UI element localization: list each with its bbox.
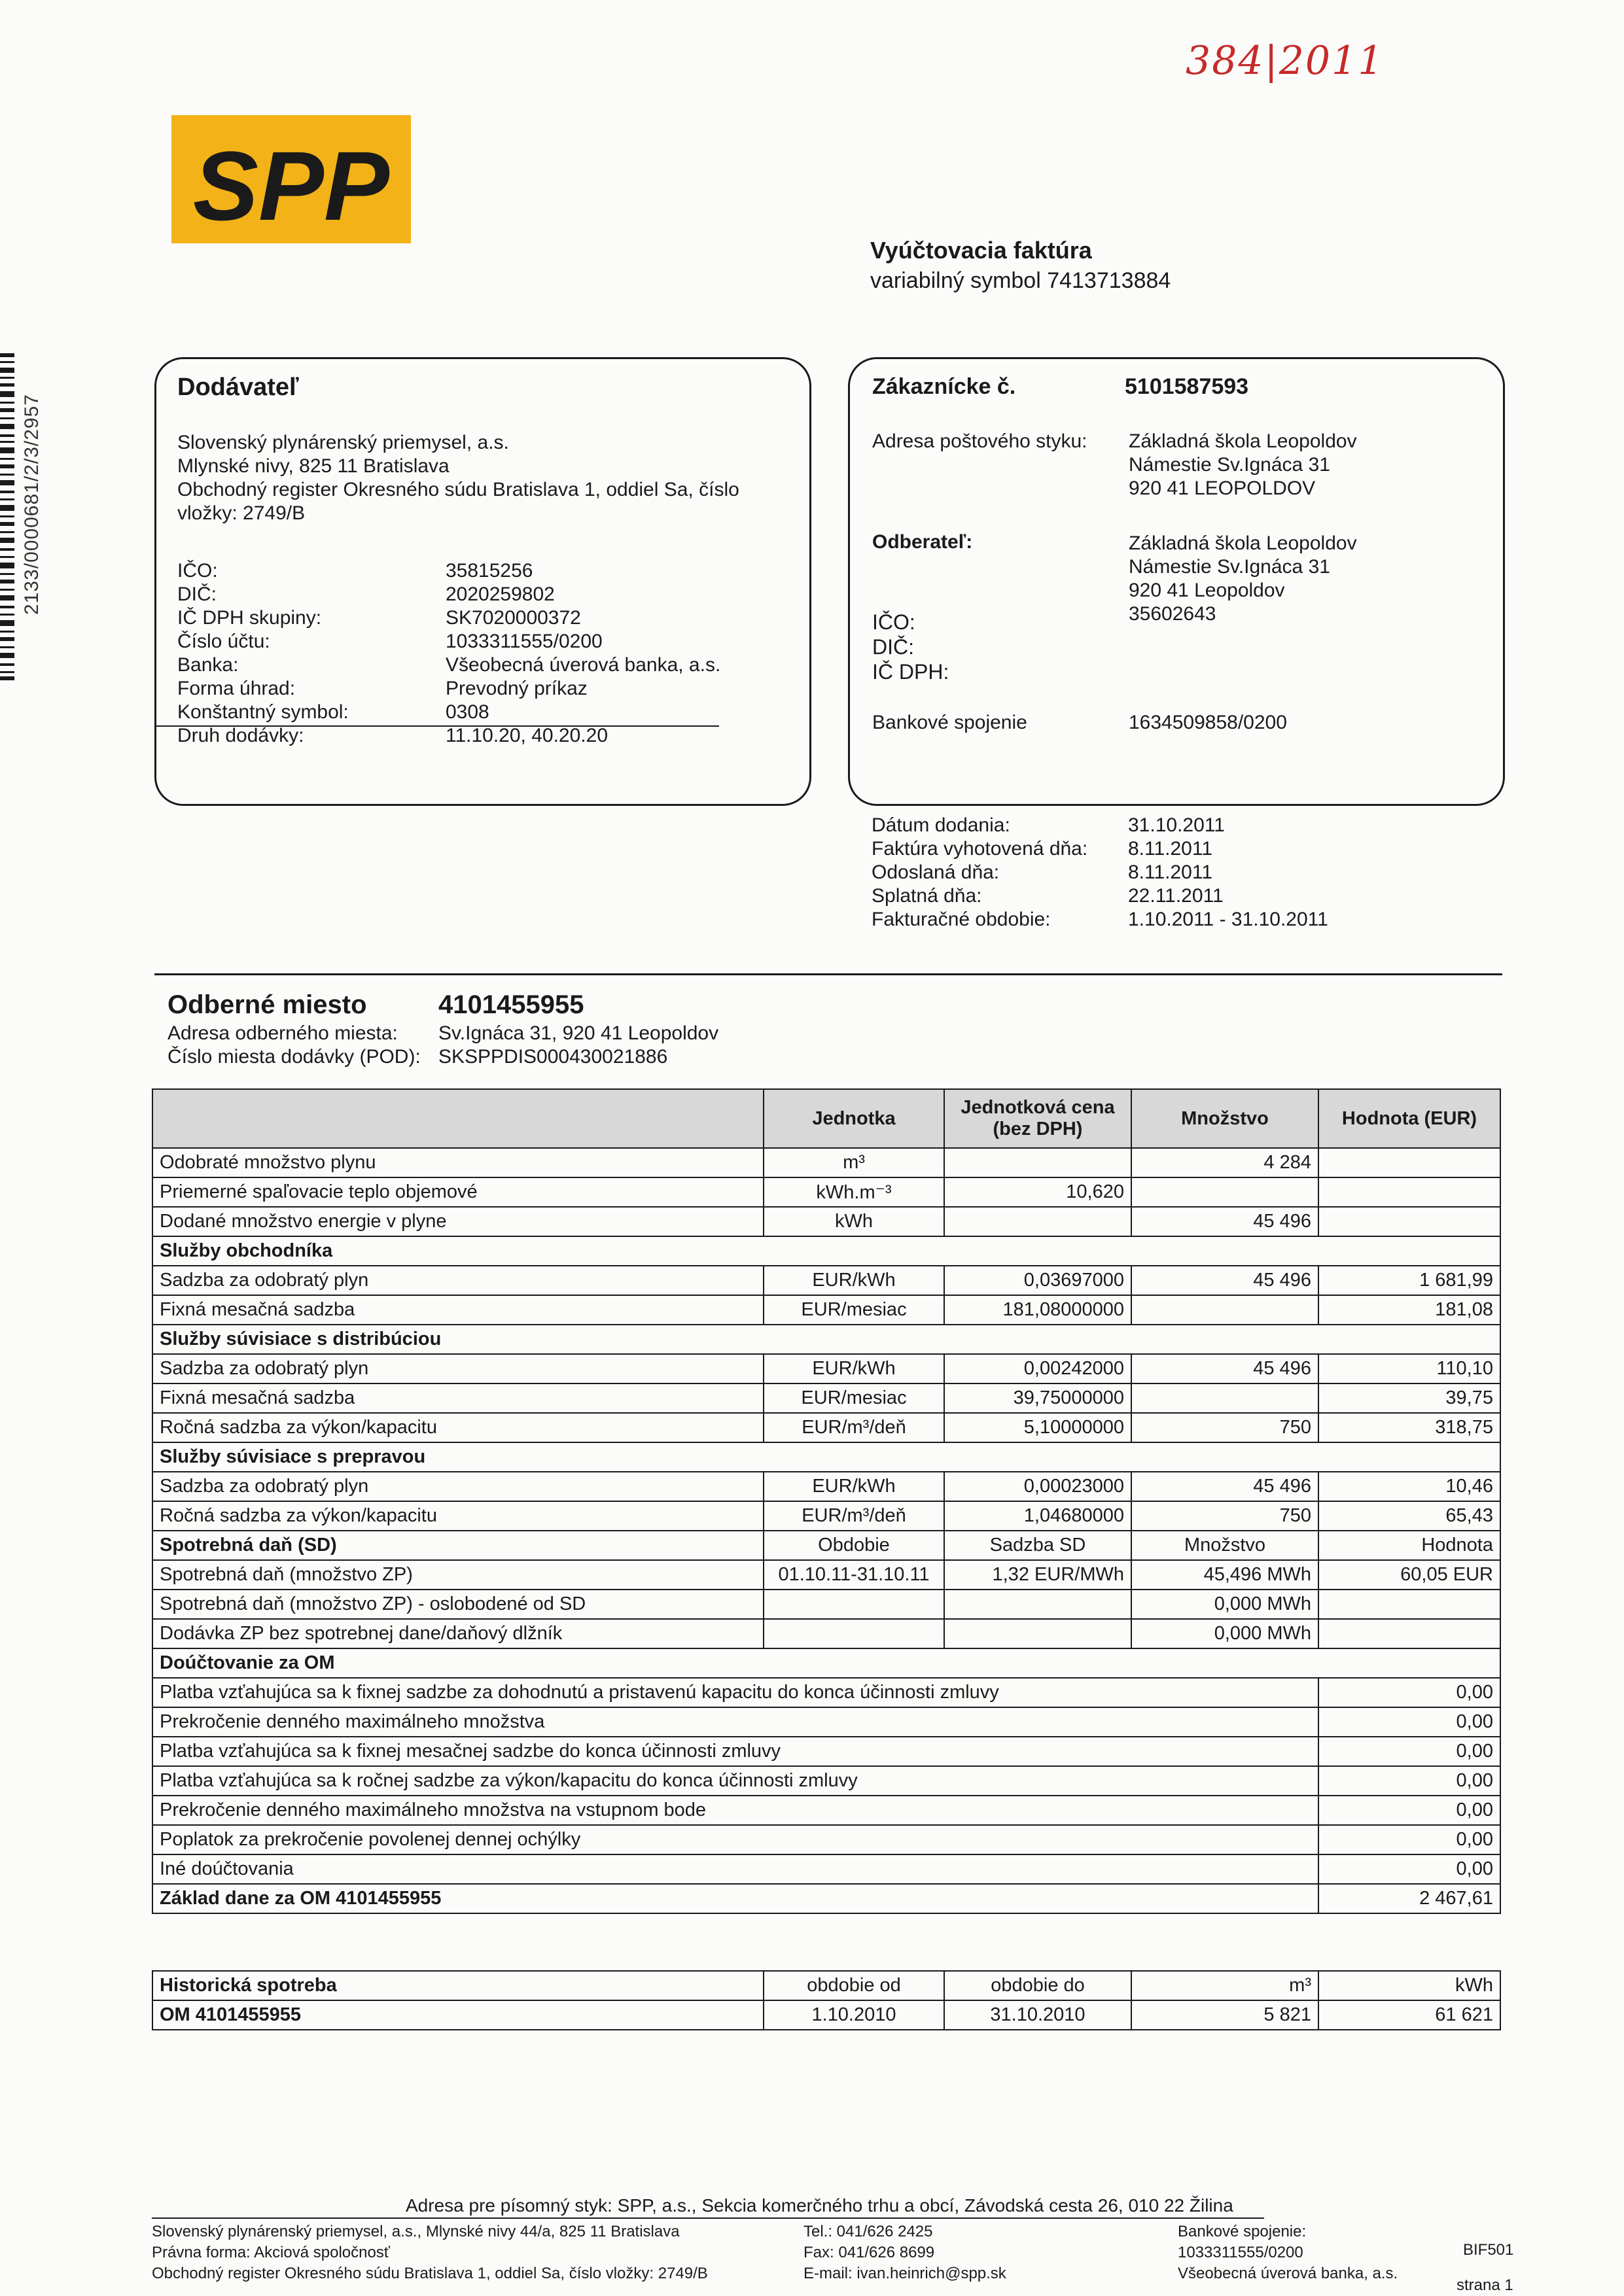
date-row xyxy=(872,908,1328,931)
supplier-row-value: 0308 xyxy=(446,701,489,723)
history-header: obdobie do xyxy=(944,1971,1131,2000)
history-row xyxy=(152,2000,1500,2030)
supplier-row-label: DIČ: xyxy=(177,583,217,605)
page-number: strana 1 xyxy=(1456,2276,1513,2294)
footer-line: E-mail: ivan.heinrich@spp.sk xyxy=(803,2265,1006,2282)
table-row xyxy=(152,1236,1500,1266)
table-cell: kWh xyxy=(764,1207,944,1236)
table-cell xyxy=(1318,1590,1500,1619)
table-header: Jednotka xyxy=(764,1089,944,1148)
table-row xyxy=(152,1148,1500,1177)
supplier-register-1: Obchodný register Okresného súdu Bratislava 1, oddiel Sa, číslo xyxy=(177,479,739,500)
table-row xyxy=(152,1531,1500,1560)
supplier-row xyxy=(177,653,720,677)
supplier-row-label: Forma úhrad: xyxy=(177,678,296,699)
supplier-row-label: IČO: xyxy=(177,560,218,582)
table-cell: Priemerné spaľovacie teplo objemové xyxy=(152,1177,764,1207)
table-cell: 65,43 xyxy=(1318,1501,1500,1531)
table-cell: 0,00023000 xyxy=(944,1472,1131,1501)
table-row xyxy=(152,1560,1500,1590)
table-row xyxy=(152,1590,1500,1619)
supplier-address: Mlynské nivy, 825 11 Bratislava xyxy=(177,455,450,477)
table-cell: Množstvo xyxy=(1131,1531,1318,1560)
table-cell: m³ xyxy=(764,1148,944,1177)
table-cell: 0,00 xyxy=(1318,1766,1500,1796)
billing-table-body xyxy=(152,1089,1500,1913)
date-row xyxy=(872,884,1224,908)
variable-symbol: variabilný symbol 7413713884 xyxy=(870,268,1171,293)
table-cell: Platba vzťahujúca sa k fixnej sadzbe za dohodnutú a pristavenú kapacitu do konca účinnosti zmluvy xyxy=(152,1678,1318,1707)
table-row xyxy=(152,1648,1500,1678)
table-row xyxy=(152,1472,1500,1501)
table-cell: 181,08000000 xyxy=(944,1295,1131,1325)
table-cell: 318,75 xyxy=(1318,1413,1500,1442)
table-cell xyxy=(944,1590,1131,1619)
date-row xyxy=(872,814,1225,837)
supplier-row xyxy=(177,559,533,583)
customer-box xyxy=(848,357,1505,806)
table-row xyxy=(152,1796,1500,1825)
table-cell: 0,00 xyxy=(1318,1854,1500,1884)
date-label: Dátum dodania: xyxy=(872,814,1010,836)
consumer-address-line: Základná škola Leopoldov xyxy=(1129,532,1357,554)
customer-dic-label: DIČ: xyxy=(872,635,914,659)
supplier-row xyxy=(177,583,555,606)
consumer-label: Odberateľ: xyxy=(872,531,973,553)
supplier-row-label: Číslo účtu: xyxy=(177,631,270,652)
supplier-row-value: 35815256 xyxy=(446,560,533,582)
table-cell: Platba vzťahujúca sa k fixnej mesačnej sadzbe do konca účinnosti zmluvy xyxy=(152,1737,1318,1766)
table-row xyxy=(152,1442,1500,1472)
table-cell: 1,32 EUR/MWh xyxy=(944,1560,1131,1590)
customer-icdph-label: IČ DPH: xyxy=(872,660,949,684)
customer-number-label: Zákaznícke č. xyxy=(872,374,1016,399)
table-cell: 5,10000000 xyxy=(944,1413,1131,1442)
table-cell: Prekročenie denného maximálneho množstva xyxy=(152,1707,1318,1737)
supplier-row xyxy=(177,724,608,748)
om-address-value: Sv.Ignáca 31, 920 41 Leopoldov xyxy=(438,1022,719,1044)
table-cell: EUR/kWh xyxy=(764,1354,944,1383)
footer-company xyxy=(152,2221,708,2284)
table-cell xyxy=(764,1619,944,1648)
billing-table xyxy=(152,1088,1501,1914)
history-header-row xyxy=(152,1971,1500,2000)
section-heading: Služby obchodníka xyxy=(152,1236,1500,1266)
table-cell xyxy=(1318,1619,1500,1648)
supplier-row-value: Všeobecná úverová banka, a.s. xyxy=(446,654,721,676)
table-header: Množstvo xyxy=(1131,1089,1318,1148)
table-cell: 10,46 xyxy=(1318,1472,1500,1501)
table-cell: Dodávka ZP bez spotrebnej dane/daňový dlžník xyxy=(152,1619,764,1648)
table-cell: EUR/kWh xyxy=(764,1472,944,1501)
table-cell: Spotrebná daň (množstvo ZP) - oslobodené od SD xyxy=(152,1590,764,1619)
table-cell: Obdobie xyxy=(764,1531,944,1560)
history-header: obdobie od xyxy=(764,1971,944,2000)
date-label: Splatná dňa: xyxy=(872,885,982,907)
date-value: 31.10.2011 xyxy=(1128,814,1225,836)
bank-account: 1634509858/0200 xyxy=(1129,712,1287,733)
footer-line: Všeobecná úverová banka, a.s. xyxy=(1178,2265,1398,2282)
history-header: m³ xyxy=(1131,1971,1318,2000)
invoice-title-block xyxy=(870,237,1171,294)
table-cell: Odobraté množstvo plynu xyxy=(152,1148,764,1177)
table-row xyxy=(152,1266,1500,1295)
handwritten-note: 384|2011 xyxy=(1186,38,1385,84)
supplier-name: Slovenský plynárenský priemysel, a.s. xyxy=(177,432,509,453)
footer-line: Tel.: 041/626 2425 xyxy=(803,2223,933,2240)
table-row xyxy=(152,1619,1500,1648)
table-cell: EUR/mesiac xyxy=(764,1295,944,1325)
supplier-row-value: 1033311555/0200 xyxy=(446,631,603,652)
om-title: Odberné miesto xyxy=(168,990,367,1019)
table-cell: 0,00 xyxy=(1318,1678,1500,1707)
table-cell: Sadzba za odobratý plyn xyxy=(152,1354,764,1383)
om-pod-row xyxy=(168,1045,667,1069)
footer-address: Adresa pre písomný styk: SPP, a.s., Sekcia komerčného trhu a obcí, Závodská cesta 26, 010 22 Žilina xyxy=(406,2195,1233,2216)
table-cell: 0,000 MWh xyxy=(1131,1619,1318,1648)
table-cell: Základ dane za OM 4101455955 xyxy=(152,1884,1318,1913)
table-cell: EUR/m³/deň xyxy=(764,1501,944,1531)
table-cell: Dodané množstvo energie v plyne xyxy=(152,1207,764,1236)
table-row xyxy=(152,1884,1500,1913)
date-value: 22.11.2011 xyxy=(1128,885,1224,907)
table-cell: Hodnota xyxy=(1318,1531,1500,1560)
history-cell: 1.10.2010 xyxy=(764,2000,944,2030)
date-value: 1.10.2011 - 31.10.2011 xyxy=(1128,909,1328,930)
postal-address-label: Adresa poštového styku: xyxy=(872,430,1087,452)
table-cell: 45 496 xyxy=(1131,1354,1318,1383)
footer-divider xyxy=(152,2218,1264,2219)
table-cell xyxy=(1318,1177,1500,1207)
table-cell: kWh.m⁻³ xyxy=(764,1177,944,1207)
table-cell: 39,75000000 xyxy=(944,1383,1131,1413)
supplier-row-label: IČ DPH skupiny: xyxy=(177,607,322,629)
table-cell: Fixná mesačná sadzba xyxy=(152,1295,764,1325)
date-label: Fakturačné obdobie: xyxy=(872,909,1051,930)
table-cell: 181,08 xyxy=(1318,1295,1500,1325)
supplier-row-value: Prevodný príkaz xyxy=(446,678,588,699)
table-cell: 0,00 xyxy=(1318,1796,1500,1825)
table-row xyxy=(152,1207,1500,1236)
supplier-heading: Dodávateľ xyxy=(177,374,299,401)
table-cell: Sadzba za odobratý plyn xyxy=(152,1472,764,1501)
section-heading: Služby súvisiace s distribúciou xyxy=(152,1325,1500,1354)
table-row xyxy=(152,1295,1500,1325)
table-cell: 110,10 xyxy=(1318,1354,1500,1383)
table-row xyxy=(152,1413,1500,1442)
table-cell: 4 284 xyxy=(1131,1148,1318,1177)
table-cell: Ročná sadzba za výkon/kapacitu xyxy=(152,1413,764,1442)
table-cell: Platba vzťahujúca sa k ročnej sadzbe za výkon/kapacitu do konca účinnosti zmluvy xyxy=(152,1766,1318,1796)
postal-address-line: Námestie Sv.Ignáca 31 xyxy=(1129,454,1330,476)
supplier-row-value: 11.10.20, 40.20.20 xyxy=(446,725,608,746)
invoice-title: Vyúčtovacia faktúra xyxy=(870,237,1092,264)
form-code: BIF501 xyxy=(1463,2241,1514,2259)
customer-ico-label: IČO: xyxy=(872,610,915,634)
table-cell: Fixná mesačná sadzba xyxy=(152,1383,764,1413)
footer-bank xyxy=(1178,2221,1398,2284)
footer-line: Právna forma: Akciová spoločnosť xyxy=(152,2244,390,2261)
table-cell: 0,00 xyxy=(1318,1825,1500,1854)
table-cell xyxy=(1318,1148,1500,1177)
table-cell: 10,620 xyxy=(944,1177,1131,1207)
table-cell xyxy=(944,1619,1131,1648)
table-row xyxy=(152,1177,1500,1207)
date-row xyxy=(872,837,1212,861)
table-cell: Spotrebná daň (množstvo ZP) xyxy=(152,1560,764,1590)
table-cell: 750 xyxy=(1131,1413,1318,1442)
table-cell: Poplatok za prekročenie povolenej dennej ochýlky xyxy=(152,1825,1318,1854)
table-cell: 39,75 xyxy=(1318,1383,1500,1413)
date-value: 8.11.2011 xyxy=(1128,838,1213,860)
table-cell: Sadzba za odobratý plyn xyxy=(152,1266,764,1295)
section-heading: Doúčtovanie za OM xyxy=(152,1648,1500,1678)
supplier-box xyxy=(154,357,811,806)
table-cell: 0,00 xyxy=(1318,1737,1500,1766)
customer-number: 5101587593 xyxy=(1125,374,1249,399)
table-row xyxy=(152,1501,1500,1531)
supplier-row xyxy=(177,606,581,630)
supplier-row xyxy=(177,630,603,653)
om-address-row xyxy=(168,1022,718,1045)
footer-line: Slovenský plynárenský priemysel, a.s., Mlynské nivy 44/a, 825 11 Bratislava xyxy=(152,2223,680,2240)
om-pod-label: Číslo miesta dodávky (POD): xyxy=(168,1046,421,1068)
postal-address-line: Základná škola Leopoldov xyxy=(1129,430,1357,452)
date-label: Odoslaná dňa: xyxy=(872,861,1000,883)
barcode-number: 2133/0000681/2/3/2957 xyxy=(21,394,43,615)
bank-label: Bankové spojenie xyxy=(872,712,1027,733)
table-cell: Iné doúčtovania xyxy=(152,1854,1318,1884)
supplier-row-label: Druh dodávky: xyxy=(177,725,304,746)
table-cell xyxy=(944,1207,1131,1236)
date-value: 8.11.2011 xyxy=(1128,861,1213,883)
footer-line: 1033311555/0200 xyxy=(1178,2244,1303,2261)
om-number: 4101455955 xyxy=(438,990,584,1019)
table-cell: 45 496 xyxy=(1131,1472,1318,1501)
table-cell: 1 681,99 xyxy=(1318,1266,1500,1295)
consumer-address-line: Námestie Sv.Ignáca 31 xyxy=(1129,556,1330,578)
table-row xyxy=(152,1854,1500,1884)
history-cell: 61 621 xyxy=(1318,2000,1500,2030)
supplier-row-value: 2020259802 xyxy=(446,583,555,605)
footer-line: Obchodný register Okresného súdu Bratislava 1, oddiel Sa, číslo vložky: 2749/B xyxy=(152,2265,708,2282)
table-cell: 2 467,61 xyxy=(1318,1884,1500,1913)
table-cell: EUR/mesiac xyxy=(764,1383,944,1413)
supplier-row-label: Konštantný symbol: xyxy=(177,701,349,723)
table-cell: Sadzba SD xyxy=(944,1531,1131,1560)
table-cell: 0,03697000 xyxy=(944,1266,1131,1295)
table-cell: 45,496 MWh xyxy=(1131,1560,1318,1590)
table-row xyxy=(152,1737,1500,1766)
table-cell: 45 496 xyxy=(1131,1266,1318,1295)
history-header: kWh xyxy=(1318,1971,1500,2000)
table-cell: 60,05 EUR xyxy=(1318,1560,1500,1590)
table-cell xyxy=(1131,1383,1318,1413)
table-cell: Prekročenie denného maximálneho množstva na vstupnom bode xyxy=(152,1796,1318,1825)
supplier-row-value: SK7020000372 xyxy=(446,607,581,629)
history-cell: OM 4101455955 xyxy=(152,2000,764,2030)
table-cell: EUR/kWh xyxy=(764,1266,944,1295)
barcode xyxy=(0,353,14,680)
history-table xyxy=(152,1970,1501,2030)
footer-contact xyxy=(803,2221,1006,2284)
table-row xyxy=(152,1678,1500,1707)
postal-address-line: 920 41 LEOPOLDOV xyxy=(1129,478,1316,499)
table-cell xyxy=(1131,1295,1318,1325)
history-header: Historická spotreba xyxy=(152,1971,764,2000)
table-cell xyxy=(944,1148,1131,1177)
supplier-row xyxy=(177,701,489,724)
table-header-row xyxy=(152,1089,1500,1148)
history-cell: 5 821 xyxy=(1131,2000,1318,2030)
table-cell xyxy=(1318,1207,1500,1236)
table-row xyxy=(152,1354,1500,1383)
logo-text: SPP xyxy=(192,131,390,241)
supplier-row-label: Banka: xyxy=(177,654,239,676)
customer-ico-value: 35602643 xyxy=(1129,603,1216,625)
footer-line: Bankové spojenie: xyxy=(1178,2223,1307,2240)
date-label: Faktúra vyhotovená dňa: xyxy=(872,838,1088,860)
table-row xyxy=(152,1825,1500,1854)
section-divider xyxy=(154,973,1502,975)
table-row xyxy=(152,1707,1500,1737)
table-header xyxy=(152,1089,764,1148)
table-cell xyxy=(1131,1177,1318,1207)
table-cell: 0,000 MWh xyxy=(1131,1590,1318,1619)
table-cell: 0,00 xyxy=(1318,1707,1500,1737)
om-pod-value: SKSPPDIS000430021886 xyxy=(438,1046,668,1068)
table-cell xyxy=(764,1590,944,1619)
supplier-register-2: vložky: 2749/B xyxy=(177,502,306,524)
table-cell: EUR/m³/deň xyxy=(764,1413,944,1442)
table-row xyxy=(152,1766,1500,1796)
om-address-label: Adresa odberného miesta: xyxy=(168,1022,398,1044)
table-cell: Spotrebná daň (SD) xyxy=(152,1531,764,1560)
table-cell: 45 496 xyxy=(1131,1207,1318,1236)
table-row xyxy=(152,1325,1500,1354)
table-header: Hodnota (EUR) xyxy=(1318,1089,1500,1148)
table-row xyxy=(152,1383,1500,1413)
section-heading: Služby súvisiace s prepravou xyxy=(152,1442,1500,1472)
consumer-address-line: 920 41 Leopoldov xyxy=(1129,580,1285,601)
table-cell: Ročná sadzba za výkon/kapacitu xyxy=(152,1501,764,1531)
table-cell: 0,00242000 xyxy=(944,1354,1131,1383)
supplier-row xyxy=(177,677,588,701)
footer-line: Fax: 041/626 8699 xyxy=(803,2244,935,2261)
table-cell: 750 xyxy=(1131,1501,1318,1531)
date-row xyxy=(872,861,1212,884)
table-cell: 1,04680000 xyxy=(944,1501,1131,1531)
table-header: Jednotková cena (bez DPH) xyxy=(944,1089,1131,1148)
table-cell: 01.10.11-31.10.11 xyxy=(764,1560,944,1590)
history-cell: 31.10.2010 xyxy=(944,2000,1131,2030)
spp-logo xyxy=(171,115,411,243)
